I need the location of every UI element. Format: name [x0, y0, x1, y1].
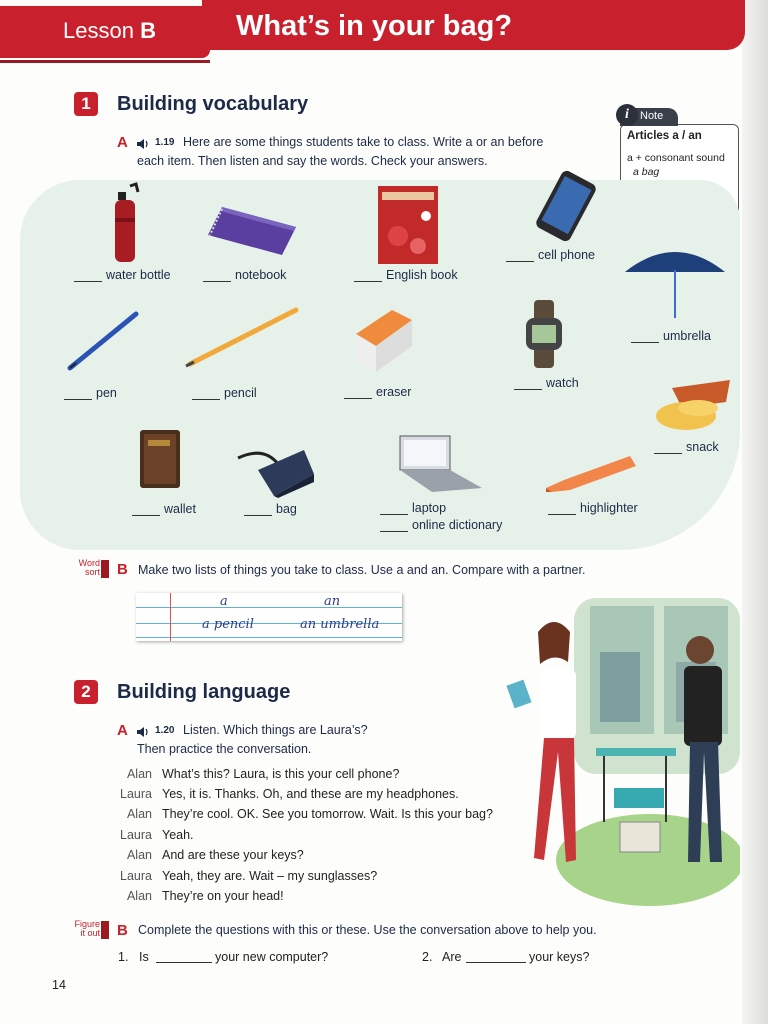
snack-icon	[652, 378, 736, 441]
answer-blank[interactable]	[244, 505, 272, 516]
question-2-blank[interactable]	[466, 962, 526, 963]
notebook-rule	[136, 637, 402, 638]
dialogue-line: Yeah, they are. Wait – my sunglasses?	[162, 869, 378, 883]
question-1-prefix: Is	[139, 950, 149, 964]
exercise-1b-instruction: Make two lists of things you take to class. Use a and an. Compare with a partner.	[138, 563, 586, 577]
lesson-prefix: Lesson	[63, 18, 141, 43]
vocab-watch-label: watch	[546, 376, 579, 390]
lesson-label	[63, 18, 156, 44]
question-1-suffix: your new computer?	[215, 950, 329, 964]
watch-icon	[520, 298, 570, 375]
exercise-1a-instruction-line1: Here are some things students take to class. Write a or an before	[183, 135, 544, 149]
vocab-watch	[514, 376, 579, 390]
word-sort-tag	[70, 559, 100, 577]
note-title: Articles a / an	[627, 130, 702, 142]
lesson-header	[0, 0, 745, 64]
header-underline	[0, 60, 210, 63]
dialogue-line: Yes, it is. Thanks. Oh, and these are my headphones.	[162, 787, 459, 801]
speaker-name: Alan	[126, 848, 152, 862]
answer-blank[interactable]	[631, 332, 659, 343]
question-2-prefix: Are	[442, 950, 462, 964]
figure-it-out-tag	[68, 920, 100, 938]
question-2-suffix: your keys?	[529, 950, 590, 964]
answer-blank[interactable]	[514, 379, 542, 390]
speaker-name: Laura	[120, 869, 152, 883]
section-1-title: Building vocabulary	[117, 93, 309, 115]
answer-blank[interactable]	[654, 443, 682, 454]
section-2-number: 2	[74, 680, 98, 704]
notebook-margin	[170, 593, 171, 641]
vocab-laptop	[380, 501, 446, 515]
dialogue-line: And are these your keys?	[162, 848, 304, 862]
laptop-icon	[396, 434, 486, 499]
vocab-wallet-label: wallet	[164, 502, 196, 516]
info-icon: i	[616, 104, 638, 126]
vocab-english-book-label: English book	[386, 268, 458, 282]
word-sort-tag-line1: Word	[78, 558, 100, 568]
answer-blank[interactable]	[344, 388, 372, 399]
answer-blank[interactable]	[506, 251, 534, 262]
vocab-wallet	[132, 502, 196, 516]
vocab-pencil	[192, 386, 257, 400]
vocab-umbrella-label: umbrella	[663, 329, 711, 343]
highlighter-icon	[544, 450, 638, 499]
question-2-number: 2.	[422, 950, 433, 964]
vocab-water-bottle	[74, 268, 171, 282]
vocab-highlighter-label: highlighter	[580, 501, 638, 515]
speaker-name: Alan	[126, 767, 152, 781]
notebook-icon	[206, 205, 298, 262]
answer-blank[interactable]	[64, 389, 92, 400]
audio-icon[interactable]	[136, 137, 150, 149]
classroom-illustration	[504, 592, 740, 913]
vocab-cell-phone-label: cell phone	[538, 248, 595, 262]
exercise-2a-instruction-line1: Listen. Which things are Laura’s?	[183, 723, 368, 737]
vocab-eraser	[344, 385, 411, 399]
pen-icon	[66, 310, 140, 377]
wallet-icon	[138, 428, 184, 495]
umbrella-icon	[623, 240, 727, 327]
exercise-2b-letter: B	[117, 922, 128, 939]
cell-phone-icon	[525, 170, 607, 247]
audio-track-119: 1.19	[155, 137, 175, 148]
vocab-eraser-label: eraser	[376, 385, 412, 399]
exercise-1a-letter: A	[117, 134, 128, 151]
water-bottle-icon	[110, 182, 144, 269]
vocab-english-book	[354, 268, 458, 282]
english-book-icon	[378, 186, 440, 271]
bag-icon	[234, 446, 318, 503]
tag-bar	[101, 560, 109, 578]
column-an-example: an umbrella	[300, 617, 380, 632]
column-a-example: a pencil	[202, 617, 254, 632]
section-1-number: 1	[74, 92, 98, 116]
vocab-pen	[64, 386, 117, 400]
vocab-snack	[654, 440, 719, 454]
dialogue-line: Yeah.	[162, 828, 194, 842]
dialogue-line: What’s this? Laura, is this your cell phone?	[162, 767, 400, 781]
vocab-online-dictionary	[380, 518, 502, 532]
answer-blank[interactable]	[380, 521, 408, 532]
vocab-notebook	[203, 268, 286, 282]
notebook-rule	[136, 607, 402, 608]
vocab-cell-phone	[506, 248, 595, 262]
vocab-bag	[244, 502, 297, 516]
figure-it-out-tag-line1: Figure	[74, 919, 100, 929]
pencil-icon	[184, 306, 302, 373]
question-1-number: 1.	[118, 950, 129, 964]
answer-blank[interactable]	[74, 271, 102, 282]
word-sort-tag-line2: sort	[84, 567, 100, 577]
speaker-name: Laura	[120, 787, 152, 801]
audio-icon[interactable]	[136, 725, 150, 737]
page-number: 14	[52, 978, 66, 992]
vocab-notebook-label: notebook	[235, 268, 287, 282]
answer-blank[interactable]	[380, 504, 408, 515]
audio-track-120: 1.20	[155, 725, 175, 736]
vocab-water-bottle-label: water bottle	[106, 268, 171, 282]
vocab-bag-label: bag	[276, 502, 297, 516]
section-2-title: Building language	[117, 681, 291, 703]
note-tab-label: Note	[640, 110, 664, 122]
dialogue-line: They’re on your head!	[162, 889, 284, 903]
vocab-umbrella	[631, 329, 711, 343]
tag-bar	[101, 921, 109, 939]
speaker-name: Alan	[126, 807, 152, 821]
vocab-highlighter	[548, 501, 638, 515]
vocab-snack-label: snack	[686, 440, 719, 454]
exercise-1a-instruction-line2: each item. Then listen and say the words. Check your answers.	[137, 154, 488, 168]
answer-blank[interactable]	[203, 271, 231, 282]
vocab-online-dictionary-label: online dictionary	[412, 518, 503, 532]
question-1-blank[interactable]	[156, 962, 212, 963]
note-rule-1: a + consonant sound	[627, 152, 725, 164]
exercise-2a-letter: A	[117, 722, 128, 739]
exercise-2b-instruction: Complete the questions with this or these. Use the conversation above to help you.	[138, 923, 597, 937]
dialogue-line: They’re cool. OK. See you tomorrow. Wait. Is this your bag?	[162, 807, 493, 821]
speaker-name: Laura	[120, 828, 152, 842]
vocab-pen-label: pen	[96, 386, 117, 400]
vocab-laptop-label: laptop	[412, 501, 447, 515]
eraser-icon	[352, 306, 414, 379]
page-title: What’s in your bag?	[236, 10, 513, 42]
column-an-header: an	[324, 594, 341, 609]
answer-blank[interactable]	[354, 271, 382, 282]
answer-blank[interactable]	[548, 504, 576, 515]
column-a-header: a	[220, 594, 228, 609]
speaker-name: Alan	[126, 889, 152, 903]
exercise-2a-instruction-line2: Then practice the conversation.	[137, 742, 312, 756]
answer-blank[interactable]	[132, 505, 160, 516]
answer-blank[interactable]	[192, 389, 220, 400]
exercise-1b-letter: B	[117, 561, 128, 578]
vocab-pencil-label: pencil	[224, 386, 257, 400]
figure-it-out-tag-line2: it out	[80, 928, 100, 938]
note-example-1: a bag	[633, 166, 660, 178]
lesson-letter: B	[140, 18, 156, 43]
page-edge	[742, 0, 768, 1024]
